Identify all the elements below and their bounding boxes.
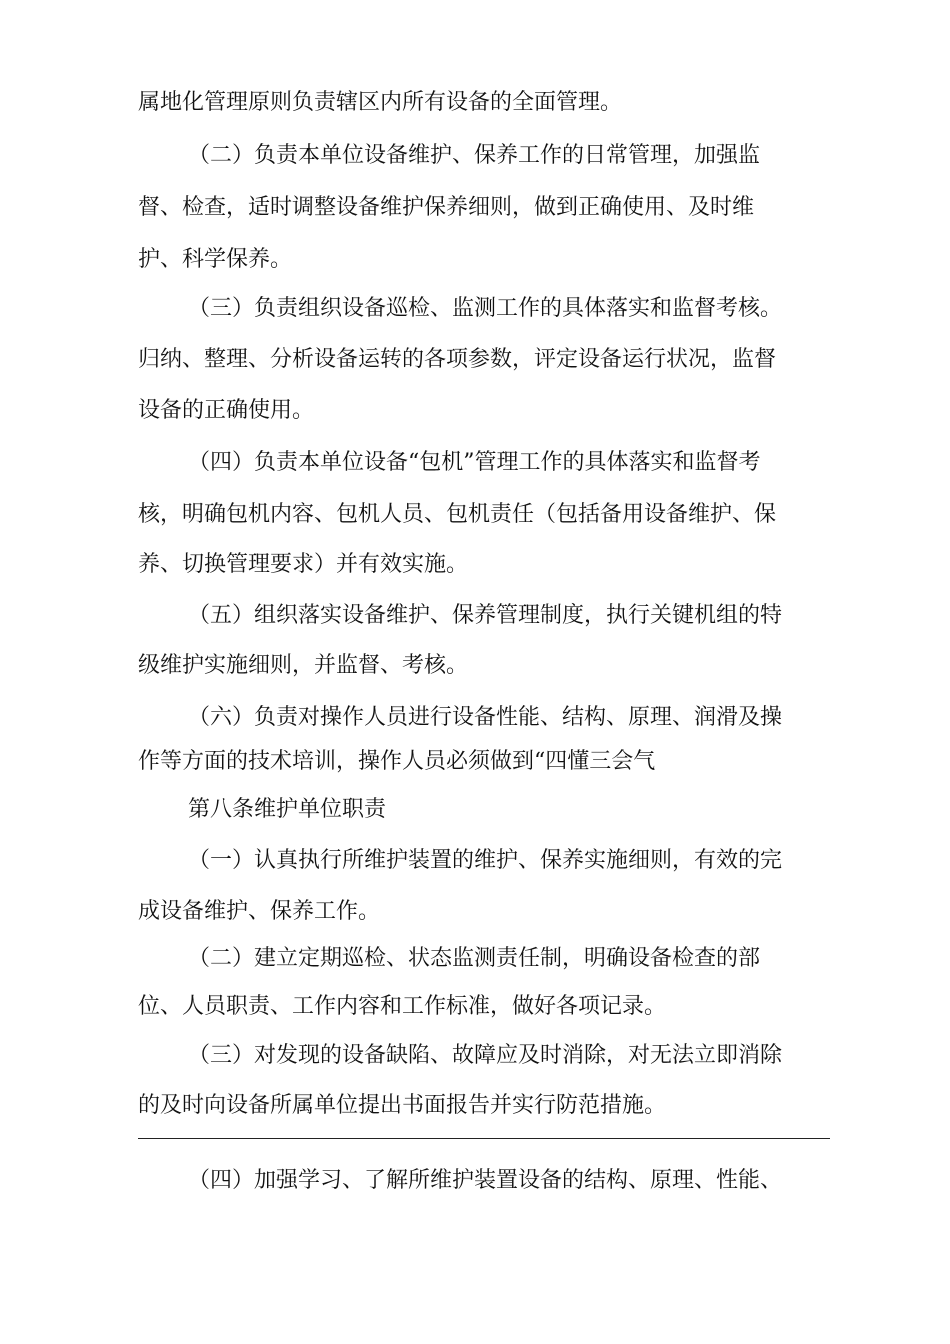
text-line-5: （三）负责组织设备巡检、监测工作的具体落实和监督考核。	[188, 296, 783, 321]
text-line-19: 位、人员职责、工作内容和工作标准，做好各项记录。	[138, 994, 667, 1019]
text-line-11: （五）组织落实设备维护、保养管理制度，执行关键机组的特	[188, 603, 783, 628]
text-line-18: （二）建立定期巡检、状态监测责任制，明确设备检查的部	[188, 946, 761, 971]
text-line-4: 护、科学保养。	[138, 247, 293, 272]
text-line-7: 设备的正确使用。	[138, 398, 315, 423]
text-line-2: （二）负责本单位设备维护、保养工作的日常管理，加强监	[188, 143, 761, 168]
text-line-14: 作等方面的技术培训，操作人员必须做到“四懂三会气	[138, 749, 656, 774]
text-line-6: 归纳、整理、分析设备运转的各项参数，评定设备运行状况，监督	[138, 347, 777, 372]
text-line-17: 成设备维护、保养工作。	[138, 899, 381, 924]
text-line-8: （四）负责本单位设备“包机”管理工作的具体落实和监督考	[188, 450, 761, 475]
text-line-9: 核，明确包机内容、包机人员、包机责任（包括备用设备维护、保	[138, 502, 777, 527]
section-heading: 第八条维护单位职责	[188, 797, 387, 822]
text-line-12: 级维护实施细则，并监督、考核。	[138, 653, 469, 678]
text-line-13: （六）负责对操作人员进行设备性能、结构、原理、润滑及操	[188, 705, 783, 730]
text-line-10: 养、切换管理要求）并有效实施。	[138, 552, 469, 577]
horizontal-divider	[138, 1138, 830, 1139]
text-line-21: 的及时向设备所属单位提出书面报告并实行防范措施。	[138, 1093, 667, 1118]
text-line-20: （三）对发现的设备缺陷、故障应及时消除，对无法立即消除	[188, 1043, 783, 1068]
text-line-1: 属地化管理原则负责辖区内所有设备的全面管理。	[138, 90, 623, 115]
text-line-16: （一）认真执行所维护装置的维护、保养实施细则，有效的完	[188, 848, 783, 873]
text-line-22: （四）加强学习、了解所维护装置设备的结构、原理、性能、	[188, 1168, 783, 1193]
text-line-3: 督、检查，适时调整设备维护保养细则，做到正确使用、及时维	[138, 195, 755, 220]
